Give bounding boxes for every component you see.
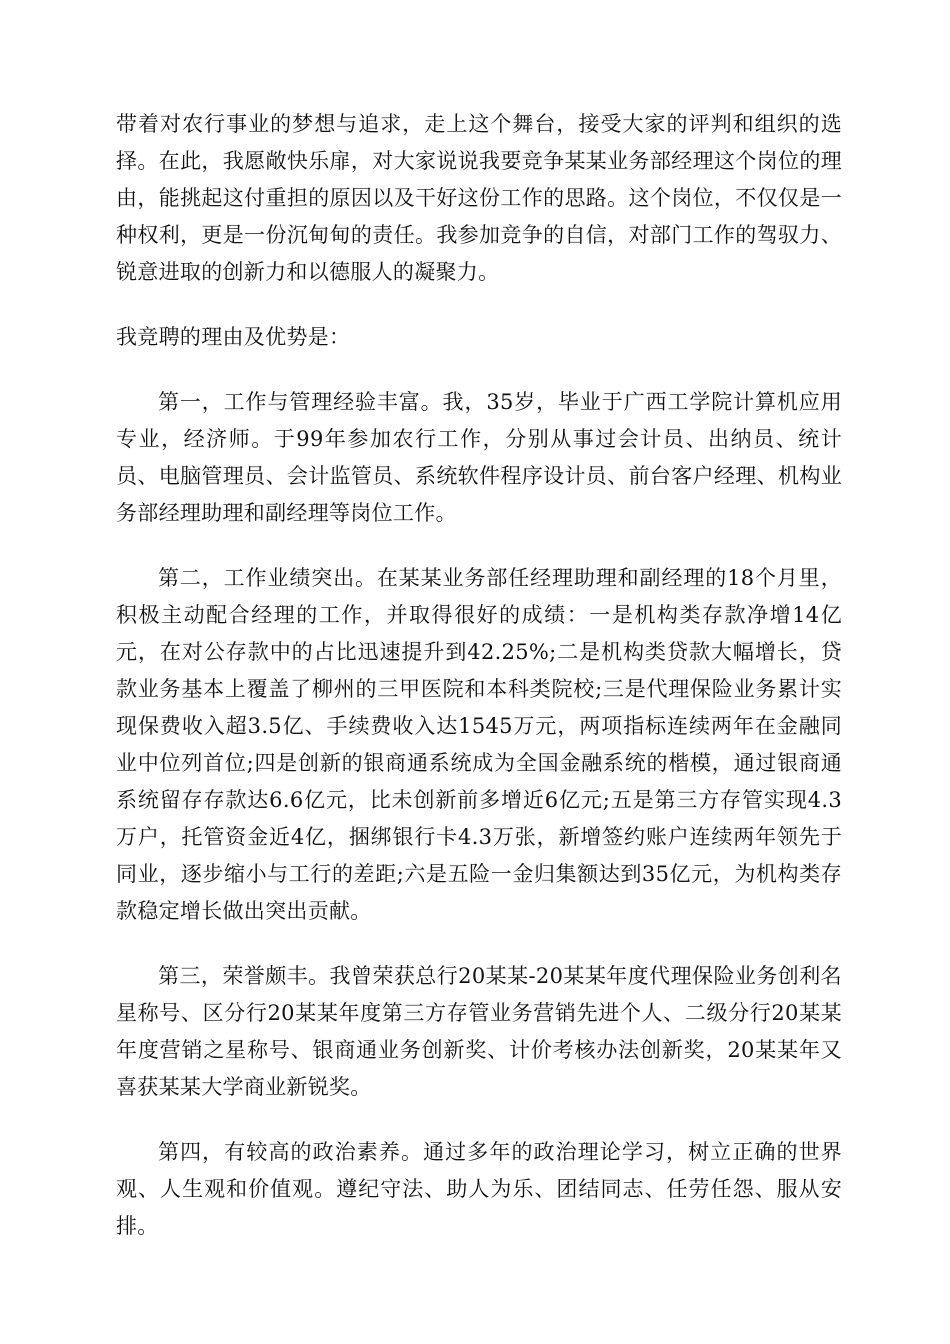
point-one-paragraph: 第一，工作与管理经验丰富。我，35岁，毕业于广西工学院计算机应用专业，经济师。于99年参加农行工作，分别从事过会计员、出纳员、统计员、电脑管理员、会计监管员、系统软件程序设计员、前台客户经理、机构业务部经理助理和副经理等岗位工作。 <box>116 390 842 525</box>
point-two-paragraph: 第二，工作业绩突出。在某某业务部任经理助理和副经理的18个月里，积极主动配合经理的工作，并取得很好的成绩：一是机构类存款净增14亿元，在对公存款中的占比迅速提升到42.25%;二是机构类贷款大幅增长，贷款业务基本上覆盖了柳州的三甲医院和本科类院校;三是代理保险业务累计实现保费收入超3.5亿、手续费收入达1545万元，两项指标连续两年在金融同业中位列首位;四是创新的银商通系统成为全国金融系统的楷模，通过银商通系统留存存款达6.6亿元，比未创新前多增近6亿元;五是第三方存管实现4.3万户，托管资金近4亿，捆绑银行卡4.3万张，新增签约账户连续两年领先于同业，逐步缩小与工行的差距;六是五险一金归集额达到35亿元，为机构类存款稳定增长做出突出贡献。 <box>116 566 842 923</box>
reasons-heading: 我竞聘的理由及优势是： <box>116 325 351 349</box>
document-body <box>116 106 842 1245</box>
intro-paragraph: 带着对农行事业的梦想与追求，走上这个舞台，接受大家的评判和组织的选择。在此，我愿敞快乐扉，对大家说说我要竞争某某业务部经理这个岗位的理由，能挑起这付重担的原因以及干好这份工作的思路。这个岗位，不仅仅是一种权利，更是一份沉甸甸的责任。我参加竞争的自信，对部门工作的驾驭力、锐意进取的创新力和以德服人的凝聚力。 <box>116 112 842 284</box>
point-four-paragraph: 第四，有较高的政治素养。通过多年的政治理论学习，树立正确的世界观、人生观和价值观。遵纪守法、助人为乐、团结同志、任劳任怨、服从安排。 <box>116 1140 842 1238</box>
point-three-paragraph: 第三，荣誉颇丰。我曾荣获总行20某某-20某某年度代理保险业务创利名星称号、区分行20某某年度第三方存管业务营销先进个人、二级分行20某某年度营销之星称号、银商通业务创新奖、计价考核办法创新奖，20某某年又喜获某某大学商业新锐奖。 <box>116 964 842 1099</box>
